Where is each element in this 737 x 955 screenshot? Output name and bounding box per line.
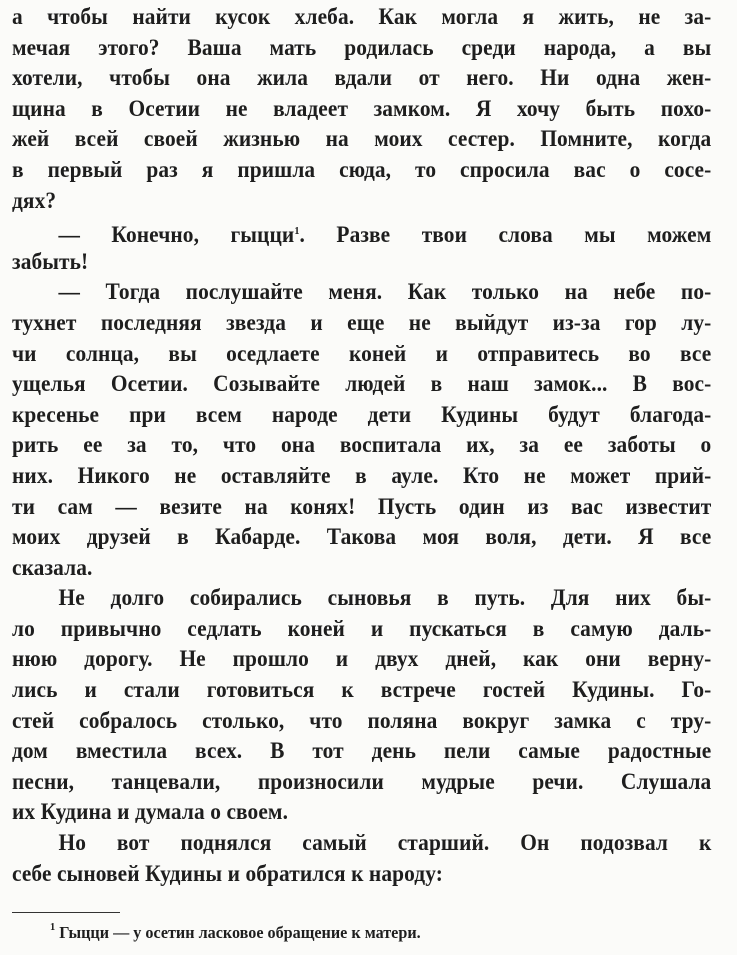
- footnote-reference: 1: [294, 225, 300, 238]
- footnote-text: Гыцци — у осетин ласковое обращение к матери.: [55, 923, 421, 942]
- text-line-content: забыть!: [12, 248, 89, 274]
- text-line: [12, 308, 711, 339]
- text-line-content: щина в Осетии не владеет замком. Я хочу быть похо-: [12, 95, 712, 121]
- text-line: [12, 828, 711, 859]
- text-line-content: хотели, чтобы она жила вдали от него. Ни одна жен-: [12, 65, 712, 91]
- text-line-content: мечая этого? Ваша мать родилась среди народа, а вы: [12, 34, 712, 60]
- book-page-text: [12, 2, 712, 889]
- text-line: [12, 461, 711, 492]
- text-line-content: жей всей своей жизнью на моих сестер. Помните, когда: [12, 126, 712, 152]
- text-line: [12, 522, 711, 553]
- footnote-marker: 1: [50, 921, 56, 933]
- text-line: [12, 63, 711, 94]
- text-line: [12, 33, 711, 64]
- text-line-content: ло привычно седлать коней и пускаться в самую даль-: [12, 615, 712, 641]
- text-line: [12, 797, 711, 828]
- text-line-content: стей собралось столько, что поляна вокруг замка с тру-: [12, 707, 712, 733]
- text-line-content: в первый раз я пришла сюда, то спросила вас о сосе-: [12, 156, 712, 182]
- text-line: [12, 583, 711, 614]
- text-line: [12, 186, 711, 217]
- text-line: [12, 216, 711, 247]
- text-line: [12, 400, 711, 431]
- text-line-content: ущелья Осетии. Созывайте людей в наш замок... В вос-: [12, 371, 712, 397]
- text-line-content: их Кудина и думала о своем.: [12, 799, 289, 825]
- text-line: [12, 430, 711, 461]
- text-line: [12, 736, 711, 767]
- text-line: [12, 247, 711, 278]
- text-line: [12, 767, 711, 798]
- text-line: [12, 675, 711, 706]
- text-line-content: моих друзей в Кабарде. Такова моя воля, дети. Я все: [12, 524, 712, 550]
- text-line-content: Но вот поднялся самый старший. Он подозвал к: [58, 830, 712, 856]
- text-line-content: нюю дорогу. Не прошло и двух дней, как они верну-: [12, 646, 712, 672]
- text-line: [12, 277, 711, 308]
- text-line-content: дях?: [12, 187, 57, 213]
- text-line-content: — Конечно, гыцци: [58, 222, 295, 248]
- text-line: [12, 124, 711, 155]
- text-line-content: песни, танцевали, произносили мудрые речи. Слушала: [12, 768, 712, 794]
- text-line: [12, 614, 711, 645]
- text-line-content: тухнет последняя звезда и еще не выйдут из-за гор лу-: [12, 309, 712, 335]
- text-line-content: сказала.: [12, 554, 93, 580]
- footnote-divider: [12, 912, 120, 913]
- text-line-content: лись и стали готовиться к встрече гостей Кудины. Го-: [12, 677, 712, 703]
- text-line-continuation: . Разве твои слова мы можем: [299, 222, 712, 248]
- text-line: [12, 492, 711, 523]
- text-line: [12, 859, 711, 890]
- text-line-content: кресенье при всем народе дети Кудины будут благода-: [12, 401, 712, 427]
- footnote: [50, 921, 421, 943]
- text-line: [12, 553, 711, 584]
- text-line-content: а чтобы найти кусок хлеба. Как могла я жить, не за-: [12, 4, 712, 29]
- text-line-content: ти сам — везите на конях! Пусть один из вас известит: [12, 493, 712, 519]
- text-line-content: них. Никого не оставляйте в ауле. Кто не может прий-: [12, 462, 712, 488]
- text-line-content: рить ее за то, что она воспитала их, за ее заботы о: [12, 432, 712, 458]
- text-line: [12, 644, 711, 675]
- text-line: [12, 155, 711, 186]
- text-line-content: себе сыновей Кудины и обратился к народу:: [12, 860, 443, 886]
- text-line: [12, 2, 711, 33]
- text-line: [12, 339, 711, 370]
- text-line-content: дом вместила всех. В тот день пели самые радостные: [12, 738, 712, 764]
- text-line: [12, 94, 711, 125]
- text-line-content: Не долго собирались сыновья в путь. Для них бы-: [58, 585, 712, 611]
- text-line: [12, 369, 711, 400]
- text-line-content: чи солнца, вы оседлаете коней и отправитесь во все: [12, 340, 712, 366]
- text-line: [12, 706, 711, 737]
- text-line-content: — Тогда послушайте меня. Как только на небе по-: [58, 279, 712, 305]
